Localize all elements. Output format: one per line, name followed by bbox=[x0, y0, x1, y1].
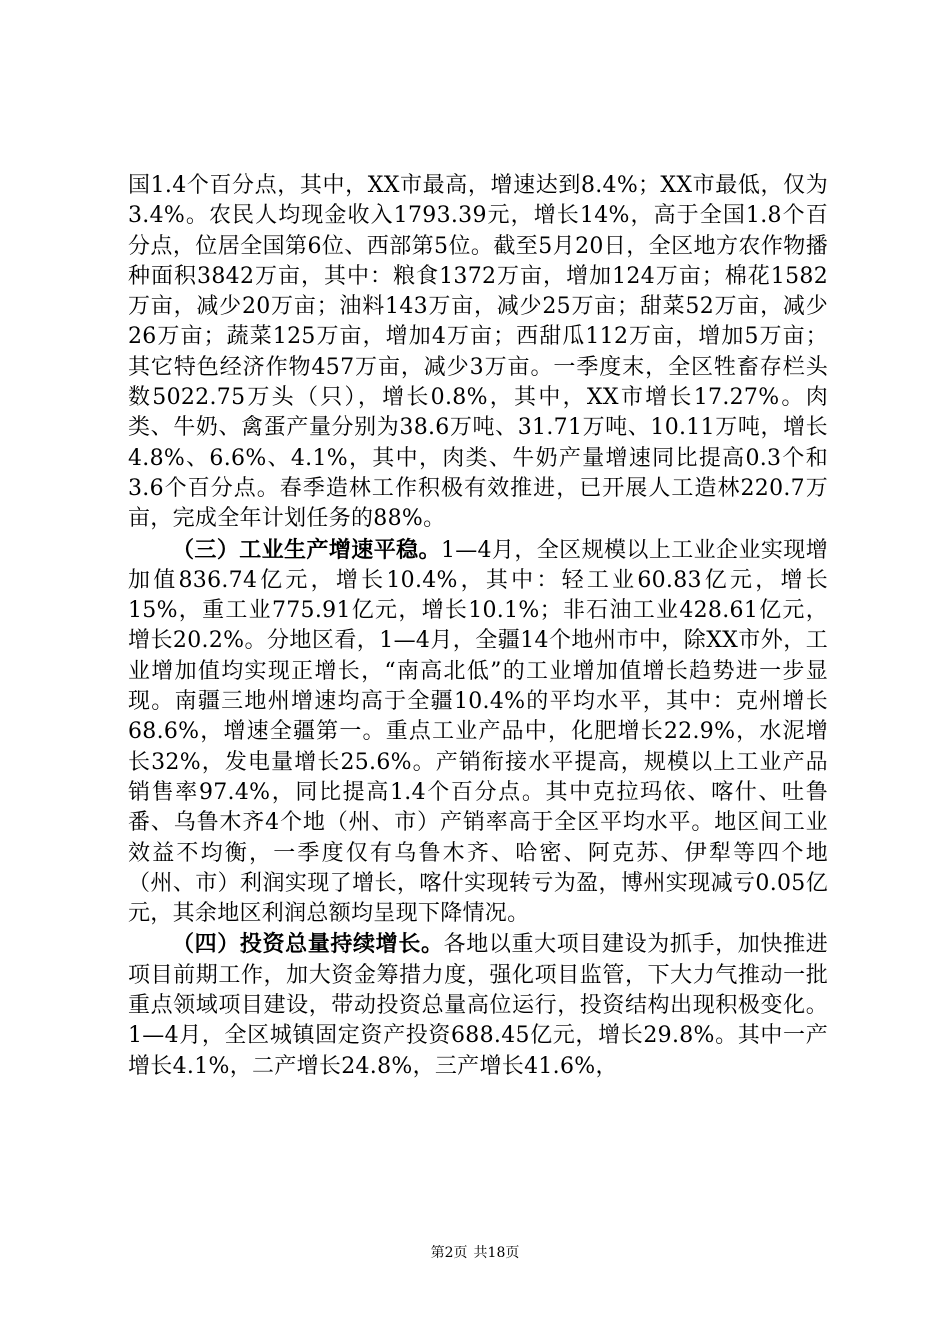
page-number-current: 第2页 bbox=[430, 1245, 468, 1261]
page-number-total: 共18页 bbox=[473, 1245, 520, 1261]
paragraph-industry bbox=[128, 535, 828, 930]
paragraph-text: 国1.4个百分点，其中，XX市最高，增速达到8.4%；XX市最低，仅为3.4%。农民人均现金收入1793.39元，增长14%，高于全国1.8个百分点，位居全国第6位、西部第5位。截至5月20日，全区地方农作物播种面积3842万亩，其中：粮食1372万亩，增加124万亩；棉花1582万亩，减少20万亩；油料143万亩，减少25万亩；甜菜52万亩，减少26万亩；蔬菜125万亩，增加4万亩；西甜瓜112万亩，增加5万亩；其它特色经济作物457万亩，减少3万亩。一季度末，全区牲畜存栏头数5022.75万头（只），增长0.8%，其中，XX市增长17.27%。肉类、牛奶、禽蛋产量分别为38.6万吨、31.71万吨、10.11万吨，增长4.8%、6.6%、4.1%，其中，肉类、牛奶产量增速同比提高0.3个和3.6个百分点。春季造林工作积极有效推进，已开展人工造林220.7万亩，完成全年计划任务的88%。 bbox=[128, 173, 828, 532]
paragraph-agriculture bbox=[128, 170, 828, 535]
section-heading-industry: （三）工业生产增速平稳。 bbox=[172, 536, 441, 563]
page-footer bbox=[0, 1243, 950, 1263]
paragraph-text: 各地以重大项目建设为抓手，加快推进项目前期工作，加大资金筹措力度，强化项目监管，下大力气推动一批重点领域项目建设，带动投资总量高位运行，投资结构出现积极变化。1—4月，全区城镇固定资产投资688.45亿元，增长29.8%。其中一产增长4.1%，二产增长24.8%，三产增长41.6%， bbox=[128, 932, 828, 1079]
section-heading-investment: （四）投资总量持续增长。 bbox=[172, 931, 444, 958]
document-body bbox=[128, 170, 828, 1082]
paragraph-investment bbox=[128, 929, 828, 1081]
paragraph-text: 1—4月，全区规模以上工业企业实现增加值836.74亿元，增长10.4%，其中：轻工业60.83亿元，增长15%，重工业775.91亿元，增长10.1%；非石油工业428.61亿元，增长20.2%。分地区看，1—4月，全疆14个地州市中，除XX市外，工业增加值均实现正增长，“南高北低”的工业增加值增长趋势进一步显现。南疆三地州增速均高于全疆10.4%的平均水平，其中：克州增长68.6%，增速全疆第一。重点工业产品中，化肥增长22.9%，水泥增长32%，发电量增长25.6%。产销衔接水平提高，规模以上工业产品销售率97.4%，同比提高1.4个百分点。其中克拉玛依、喀什、吐鲁番、乌鲁木齐4个地（州、市）产销率高于全区平均水平。地区间工业效益不均衡，一季度仅有乌鲁木齐、哈密、阿克苏、伊犁等四个地（州、市）利润实现了增长，喀什实现转亏为盈，博州实现减亏0.05亿元，其余地区利润总额均呈现下降情况。 bbox=[128, 537, 828, 927]
